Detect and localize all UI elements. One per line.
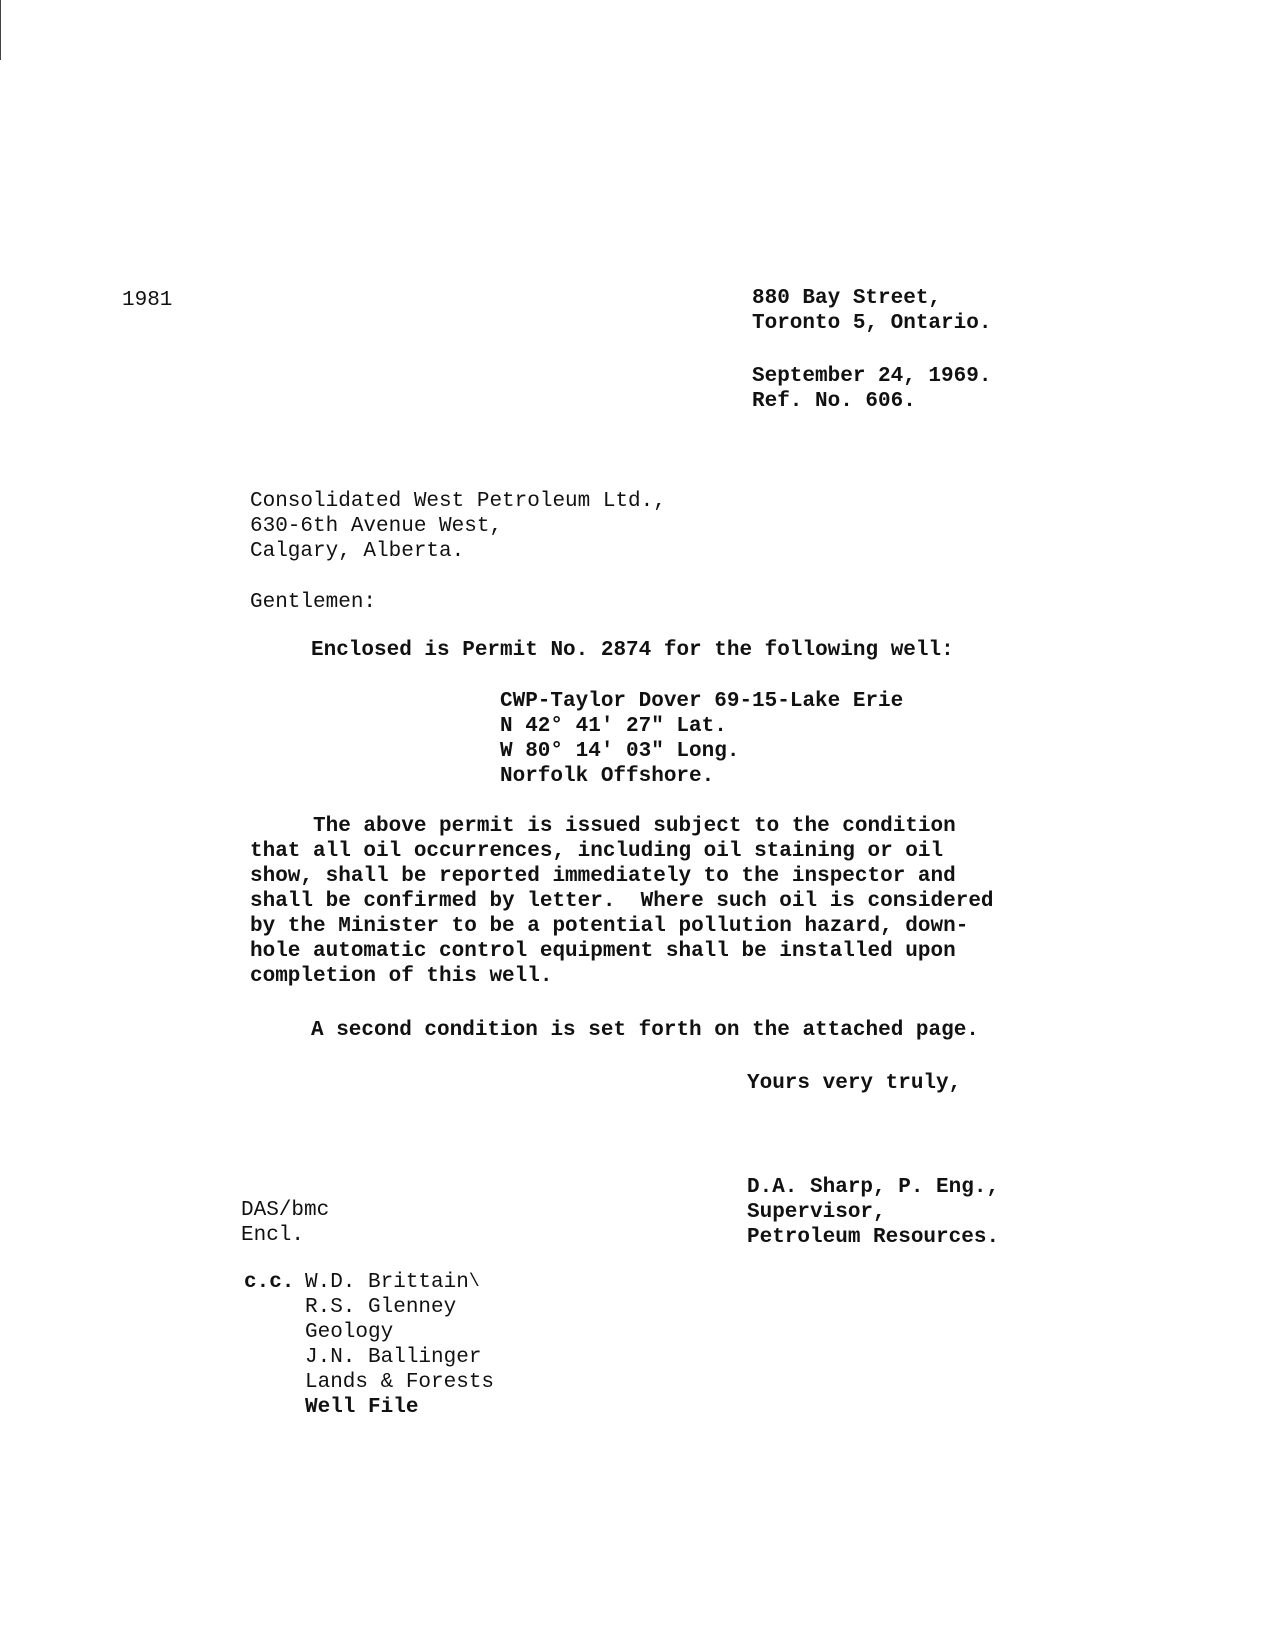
enclosed-text: Enclosed is Permit No. 2874 for the following well: (311, 639, 954, 662)
signer-title: Supervisor, (747, 1201, 886, 1224)
well-latitude: N 42° 41' 27" Lat. (500, 715, 727, 738)
enclosure-note: Encl. (241, 1224, 305, 1247)
file-number: 1981 (122, 289, 173, 312)
signature-block (747, 1175, 999, 1250)
condition-paragraph (250, 814, 994, 989)
paragraph-line: by the Minister to be a potential pollution hazard, down- (250, 915, 969, 938)
cc-recipient (305, 1270, 494, 1295)
cc-list (305, 1270, 494, 1420)
reference-number: Ref. No. 606. (752, 390, 916, 413)
sender-address (752, 286, 991, 336)
well-longitude: W 80° 14' 03" Long. (500, 740, 740, 763)
second-condition (311, 1018, 979, 1043)
scan-edge-mark (0, 0, 1, 60)
salutation (250, 590, 376, 615)
recipient-street: 630-6th Avenue West, (250, 515, 503, 538)
second-condition-text: A second condition is set forth on the attached page. (311, 1019, 979, 1042)
cc-recipient: Geology (305, 1321, 394, 1344)
paragraph-line: shall be confirmed by letter. Where such oil is considered (250, 890, 994, 913)
paragraph-line: show, shall be reported immediately to the inspector and (250, 865, 956, 888)
recipient-address (250, 489, 666, 564)
letter-date: September 24, 1969. (752, 365, 992, 388)
well-details (500, 689, 903, 789)
cc-recipient: J.N. Ballinger (305, 1346, 482, 1369)
paragraph-line: completion of this well. (250, 965, 553, 988)
cc-label: c.c. (244, 1271, 295, 1294)
signer-department: Petroleum Resources. (747, 1226, 1000, 1249)
cc-block (244, 1270, 494, 1420)
reference-initials (241, 1198, 329, 1248)
typist-initials: DAS/bmc (241, 1199, 330, 1222)
sender-city: Toronto 5, Ontario. (752, 312, 992, 335)
cc-recipient: Lands & Forests (305, 1371, 495, 1394)
enclosed-line (311, 638, 954, 663)
salutation-text: Gentlemen: (250, 591, 377, 614)
sender-street: 880 Bay Street, (752, 287, 942, 310)
paragraph-line: The above permit is issued subject to the condition (250, 815, 956, 838)
cc-recipient: R.S. Glenney (305, 1296, 457, 1319)
paragraph-line: hole automatic control equipment shall be installed upon (250, 940, 956, 963)
closing-text: Yours very truly, (747, 1072, 962, 1095)
paragraph-line: that all oil occurrences, including oil staining or oil (250, 840, 944, 863)
cc-recipient-name: W.D. Brittain (305, 1271, 469, 1294)
cc-row (244, 1270, 494, 1420)
signer-name: D.A. Sharp, P. Eng., (747, 1176, 1000, 1199)
well-name: CWP-Taylor Dover 69-15-Lake Erie (500, 690, 904, 713)
recipient-city: Calgary, Alberta. (250, 540, 465, 563)
well-location: Norfolk Offshore. (500, 765, 715, 788)
cc-recipient: Well File (305, 1396, 419, 1419)
check-mark: \ (468, 1272, 480, 1292)
recipient-name: Consolidated West Petroleum Ltd., (250, 490, 666, 513)
date-block (752, 364, 991, 414)
closing (747, 1071, 961, 1096)
